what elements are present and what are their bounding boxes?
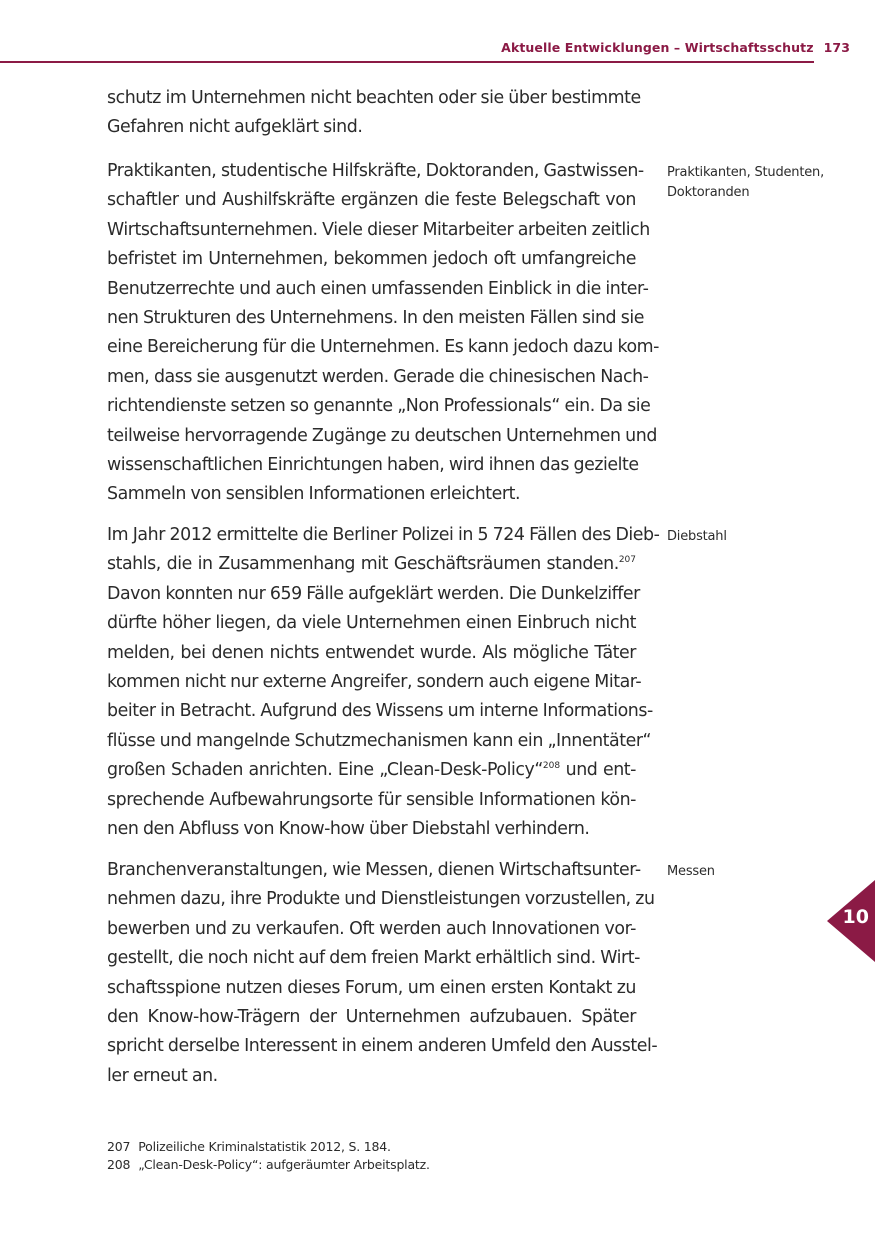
text-line: richtendienste setzen so genannte „Non Professionals“ ein. Da sie xyxy=(107,396,651,417)
paragraph-3 xyxy=(107,521,660,844)
footnote-ref-208[interactable]: 208 xyxy=(542,761,561,772)
text-line: melden, bei denen nichts entwendet wurde. Als mögliche Täter xyxy=(107,642,636,663)
header-rule xyxy=(0,61,814,63)
text-line: Wirtschaftsunternehmen. Viele dieser Mitarbeiter arbeiten zeitlich xyxy=(107,219,650,240)
text-line: Branchenveranstaltungen, wie Messen, dienen Wirtschaftsunter- xyxy=(107,860,641,880)
text-line: wissenschaftlichen Einrichtungen haben, wird ihnen das gezielte xyxy=(107,455,639,476)
footnote-number: 208 xyxy=(107,1157,131,1172)
text-line-with-footnote xyxy=(107,756,636,785)
text-line: schaftler und Aushilfskräfte ergänzen die feste Belegschaft von xyxy=(107,190,636,211)
text-line: Gefahren nicht aufgeklärt sind. xyxy=(107,117,363,138)
margin-note-messen xyxy=(667,862,837,882)
running-head xyxy=(501,40,850,55)
text-line: ler erneut an. xyxy=(107,1065,218,1086)
text-line: Davon konnten nur 659 Fälle aufgeklärt werden. Die Dunkelziffer xyxy=(107,583,640,604)
margin-note-line: Doktoranden xyxy=(667,185,750,200)
text-line: den Know-how-Trägern der Unternehmen aufzubauen. Später xyxy=(107,1007,636,1028)
text-line: nen Strukturen des Unternehmens. In den meisten Fällen sind sie xyxy=(107,308,644,329)
text-line: nen den Abfluss von Know-how über Diebstahl verhindern. xyxy=(107,819,590,840)
text-line: sprechende Aufbewahrungsorte für sensible Informationen kön- xyxy=(107,789,636,810)
paragraph-4 xyxy=(107,856,658,1091)
page-number: 173 xyxy=(823,40,850,55)
text-line: dürfte höher liegen, da viele Unternehmen einen Einbruch nicht xyxy=(107,613,636,634)
text-line: spricht derselbe Interessent in einem anderen Umfeld den Ausstel- xyxy=(107,1036,658,1057)
text-line: kommen nicht nur externe Angreifer, sondern auch eigene Mitar- xyxy=(107,672,642,693)
text-line: Im Jahr 2012 ermittelte die Berliner Polizei in 5 724 Fällen des Dieb- xyxy=(107,525,660,545)
text-line: flüsse und mangelnde Schutzmechanismen kann ein „Innentäter“ xyxy=(107,730,652,751)
margin-note-line: Diebstahl xyxy=(667,529,727,544)
margin-note-diebstahl xyxy=(667,527,837,547)
margin-note-line: Praktikanten, Studenten, xyxy=(667,165,825,180)
text-line: Sammeln von sensiblen Informationen erleichtert. xyxy=(107,484,521,505)
paragraph-2 xyxy=(107,157,659,510)
text-line: befristet im Unternehmen, bekommen jedoch oft umfangreiche xyxy=(107,249,636,270)
text-fragment: und ent- xyxy=(560,760,637,781)
text-line: nehmen dazu, ihre Produkte und Dienstleistungen vorzustellen, zu xyxy=(107,889,655,910)
footnote-208 xyxy=(107,1156,430,1174)
text-line-with-footnote xyxy=(107,550,636,579)
text-line: beiter in Betracht. Aufgrund des Wissens um interne Informations- xyxy=(107,701,653,722)
text-fragment: stahls, die in Zusammenhang mit Geschäftsräumen standen. xyxy=(107,554,619,575)
paragraph-1 xyxy=(107,84,641,143)
text-line: Benutzerrechte und auch einen umfassenden Einblick in die inter- xyxy=(107,278,649,299)
text-line: schutz im Unternehmen nicht beachten oder sie über bestimmte xyxy=(107,88,641,108)
text-line: Praktikanten, studentische Hilfskräfte, Doktoranden, Gastwissen- xyxy=(107,161,644,181)
text-line: schaftsspione nutzen dieses Forum, um einen ersten Kontakt zu xyxy=(107,977,636,998)
text-line: eine Bereicherung für die Unternehmen. Es kann jedoch dazu kom- xyxy=(107,337,659,358)
text-fragment: großen Schaden anrichten. Eine „Clean-Desk-Policy“ xyxy=(107,760,543,781)
margin-note-line: Messen xyxy=(667,864,715,879)
section-title: Aktuelle Entwicklungen – Wirtschaftsschutz xyxy=(501,40,814,55)
footnote-text: „Clean-Desk-Policy“: aufgeräumter Arbeitsplatz. xyxy=(138,1157,430,1172)
text-line: teilweise hervorragende Zugänge zu deutschen Unternehmen und xyxy=(107,425,657,446)
footnote-ref-207[interactable]: 207 xyxy=(618,555,636,566)
footnote-text: Polizeiliche Kriminalstatistik 2012, S. 184. xyxy=(138,1139,391,1154)
text-line: bewerben und zu verkaufen. Oft werden auch Innovationen vor- xyxy=(107,918,636,939)
chapter-number: 10 xyxy=(842,906,869,928)
margin-note-praktikanten xyxy=(667,163,837,203)
footnote-207 xyxy=(107,1138,391,1156)
text-line: gestellt, die noch nicht auf dem freien Markt erhältlich sind. Wirt- xyxy=(107,948,640,969)
footnote-number: 207 xyxy=(107,1139,131,1154)
text-line: men, dass sie ausgenutzt werden. Gerade die chinesischen Nach- xyxy=(107,366,649,387)
